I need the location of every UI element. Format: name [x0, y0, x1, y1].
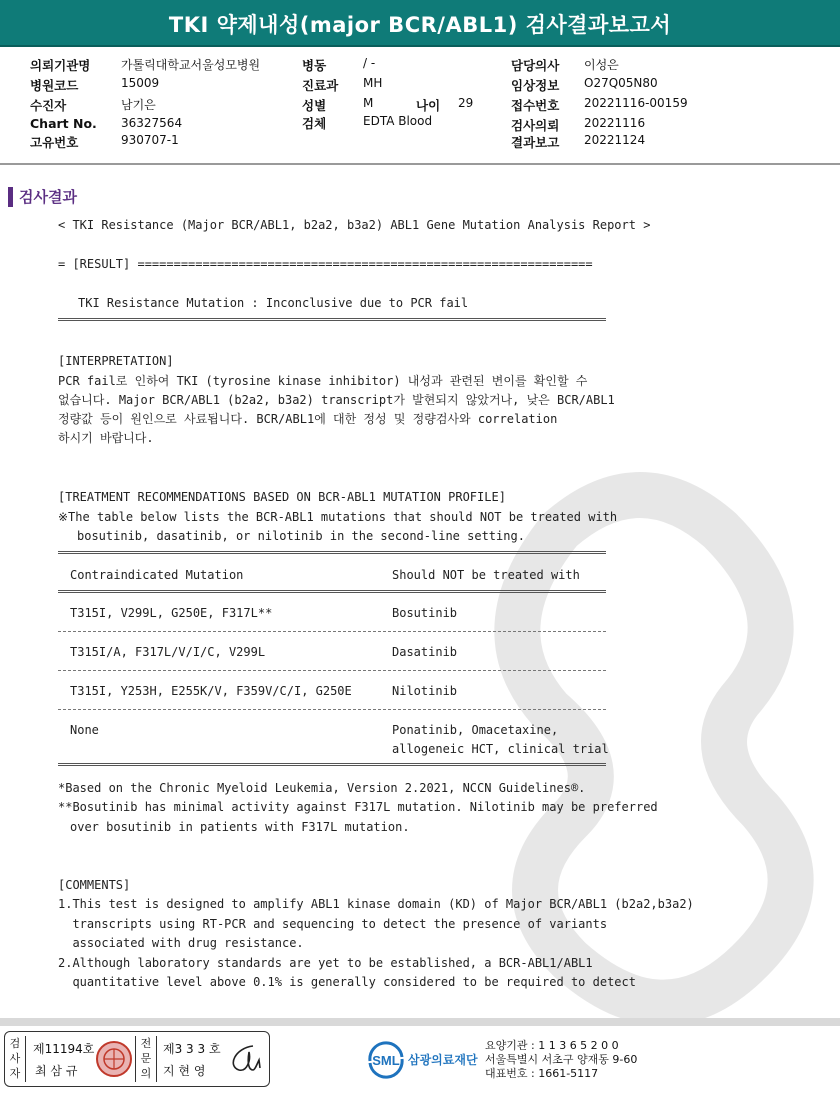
section-title: 검사결과	[19, 188, 77, 206]
double-separator	[58, 590, 606, 593]
report-date-value: 20221124	[584, 133, 646, 147]
physician-value: 이성은	[584, 58, 619, 72]
interpretation-label: [INTERPRETATION]	[58, 354, 174, 368]
address: 서울특별시 서초구 양재동 9-60	[485, 1053, 638, 1066]
table-cell-mutation: T315I, V299L, G250E, F317L**	[70, 606, 273, 620]
hospital-code-value: 15009	[121, 76, 160, 90]
footer-info	[485, 1039, 637, 1081]
ward-value: / -	[363, 56, 376, 70]
report-date-label: 결과보고	[511, 135, 560, 150]
interpretation-line: 하시기 바랍니다.	[58, 431, 154, 445]
chart-no-label: Chart No.	[30, 116, 97, 131]
sex-label: 성별	[302, 98, 327, 113]
header-divider	[0, 163, 840, 165]
specimen-label: 검체	[302, 116, 327, 131]
unique-no-value: 930707-1	[121, 133, 179, 147]
treatment-note: ※The table below lists the BCR-ABL1 mutations that should NOT be treated with	[58, 510, 618, 524]
examiner-name: 최 삼 규	[35, 1064, 78, 1078]
unique-no-label: 고유번호	[30, 135, 79, 150]
age-value: 29	[458, 96, 474, 110]
examiner-license: 제11194호	[33, 1042, 95, 1056]
dashed-separator	[58, 631, 606, 632]
specialist-label: 전문의	[135, 1036, 157, 1082]
comment-line: quantitative level above 0.1% is generally considered to be required to detect	[58, 975, 636, 989]
footnote: over bosutinib in patients with F317L mutation.	[70, 820, 410, 834]
comment-line: 2.Although laboratory standards are yet to be established, a BCR-ABL1/ABL1	[58, 956, 593, 970]
institution-label: 의뢰기관명	[30, 58, 91, 73]
logo-text: SML	[372, 1053, 400, 1068]
clinical-info-label: 임상정보	[511, 78, 560, 93]
table-cell-drug: Nilotinib	[392, 684, 458, 698]
physician-label: 담당의사	[511, 58, 560, 73]
clinical-info-value: O27Q05N80	[584, 76, 658, 90]
interpretation-line: PCR fail로 인하여 TKI (tyrosine kinase inhibitor) 내성과 관련된 변이를 확인할 수	[58, 374, 588, 388]
sml-logo-icon	[366, 1041, 406, 1079]
report-title: TKI 약제내성(major BCR/ABL1) 검사결과보고서	[168, 13, 672, 37]
institution-value: 가톨릭대학교서울성모병원	[121, 58, 261, 72]
section-bar	[8, 187, 13, 207]
chart-no-value: 36327564	[121, 116, 183, 130]
report-title-bar	[0, 0, 840, 47]
patient-value: 남기은	[121, 98, 156, 112]
double-separator	[58, 763, 606, 766]
department-value: MH	[363, 76, 383, 90]
dashed-separator	[58, 709, 606, 710]
hospital-code-label: 병원코드	[30, 78, 79, 93]
handwritten-signature	[223, 1040, 265, 1078]
table-cell-mutation: None	[70, 723, 99, 737]
receipt-no-label: 접수번호	[511, 98, 560, 113]
patient-label: 수진자	[30, 98, 67, 113]
examiner-label: 검사자	[5, 1036, 26, 1082]
table-cell-mutation: T315I, Y253H, E255K/V, F359V/C/I, G250E	[70, 684, 352, 698]
treatment-note: bosutinib, dasatinib, or nilotinib in the second-line setting.	[77, 529, 525, 543]
footnote: *Based on the Chronic Myeloid Leukemia, Version 2.2021, NCCN Guidelines®.	[58, 781, 586, 795]
specialist-license: 제3 3 3 호	[163, 1042, 221, 1056]
examiner-seal	[95, 1040, 133, 1078]
table-cell-drug-cont: allogeneic HCT, clinical trial	[392, 742, 609, 756]
table-cell-mutation: T315I/A, F317L/V/I/C, V299L	[70, 645, 266, 659]
interpretation-line: 없습니다. Major BCR/ABL1 (b2a2, b3a2) transcript가 발현되지 않았거나, 낮은 BCR/ABL1	[58, 393, 615, 407]
table-cell-drug: Ponatinib, Omacetaxine,	[392, 723, 559, 737]
result-text: TKI Resistance Mutation : Inconclusive due to PCR fail	[78, 296, 469, 310]
footer-divider	[0, 1018, 840, 1026]
receipt-no-value: 20221116-00159	[584, 96, 688, 110]
table-cell-drug: Bosutinib	[392, 606, 458, 620]
department-label: 진료과	[302, 78, 339, 93]
comment-line: transcripts using RT-PCR and sequencing to detect the presence of variants	[58, 917, 608, 931]
table-header-drug: Should NOT be treated with	[392, 568, 580, 582]
report-heading: < TKI Resistance (Major BCR/ABL1, b2a2, b3a2) ABL1 Gene Mutation Analysis Report >	[58, 218, 651, 232]
double-separator	[58, 551, 606, 554]
comment-line: associated with drug resistance.	[58, 936, 304, 950]
table-header-mutation: Contraindicated Mutation	[70, 568, 244, 582]
patient-info-header	[0, 56, 840, 156]
interpretation-line: 정량값 등이 원인으로 사료됩니다. BCR/ABL1에 대한 정성 및 정량검사와 correlation	[58, 412, 558, 426]
dashed-separator	[58, 670, 606, 671]
double-separator	[58, 318, 606, 321]
request-date-value: 20221116	[584, 116, 646, 130]
age-label: 나이	[416, 98, 441, 113]
specialist-name: 지 현 영	[163, 1064, 206, 1078]
ward-label: 병동	[302, 58, 327, 73]
footnote: **Bosutinib has minimal activity against F317L mutation. Nilotinib may be preferred	[58, 800, 658, 814]
comment-line: 1.This test is designed to amplify ABL1 kinase domain (KD) of Major BCR/ABL1 (b2a2,b3a2)	[58, 897, 694, 911]
signature-box	[4, 1031, 270, 1087]
treatment-label: [TREATMENT RECOMMENDATIONS BASED ON BCR-ABL1 MUTATION PROFILE]	[58, 490, 506, 504]
sex-value: M	[363, 96, 374, 110]
org-name: 삼광의료재단	[408, 1053, 478, 1067]
comments-label: [COMMENTS]	[58, 878, 131, 892]
result-label: = [RESULT] ===============================================================	[58, 257, 593, 271]
table-cell-drug: Dasatinib	[392, 645, 458, 659]
provider-code: 요양기관 : 1 1 3 6 5 2 0 0	[485, 1039, 619, 1052]
phone: 대표번호 : 1661-5117	[485, 1067, 599, 1080]
specimen-value: EDTA Blood	[363, 114, 433, 128]
request-date-label: 검사의뢰	[511, 118, 560, 133]
